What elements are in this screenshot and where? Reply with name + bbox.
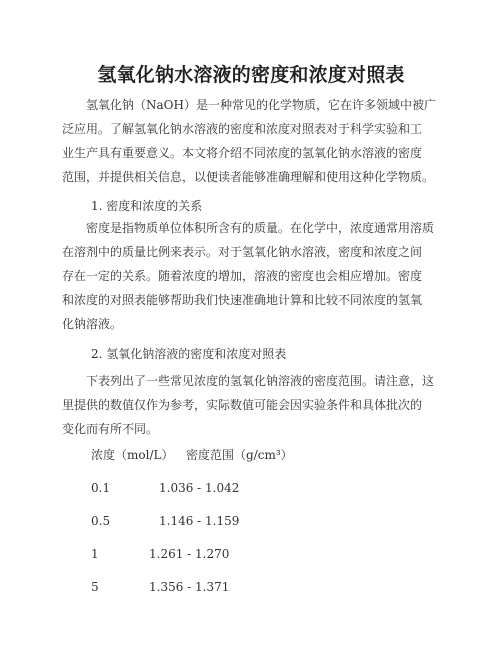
intro-line: 业生产具有重要意义。本文将介绍不同浓度的氢氧化钠水溶液的密度 xyxy=(62,146,423,160)
section1-heading: 1. 密度和浓度的关系 xyxy=(91,199,203,213)
cell-density: 1.261 - 1.270 xyxy=(149,547,230,561)
section2-line: 里提供的数值仅作为参考，实际数值可能会因实验条件和具体批次的 xyxy=(62,398,423,412)
table-row xyxy=(91,478,391,498)
cell-concentration: 5 xyxy=(91,580,99,594)
intro-paragraph xyxy=(62,93,447,189)
table-row xyxy=(91,577,391,597)
cell-concentration: 0.1 xyxy=(91,481,111,495)
header-concentration: 浓度（mol/L） xyxy=(91,448,174,462)
section1-line: 化钠溶液。 xyxy=(62,317,123,331)
intro-line: 氢氧化钠（NaOH）是一种常见的化学物质，它在许多领域中被广 xyxy=(62,98,436,112)
cell-concentration: 1 xyxy=(91,547,99,561)
table-row xyxy=(91,544,391,564)
cell-density: 1.356 - 1.371 xyxy=(149,580,230,594)
header-density: 密度范围（g/cm³） xyxy=(186,448,293,462)
section1-line: 密度是指物质单位体积所含有的质量。在化学中，浓度通常用溶质 xyxy=(62,221,435,235)
document-title: 氢氧化钠水溶液的密度和浓度对照表 xyxy=(97,64,405,86)
section2-paragraph xyxy=(62,369,447,441)
section1-line: 存在一定的关系。随着浓度的增加，溶液的密度也会相应增加。密度 xyxy=(62,269,423,283)
intro-line: 范围，并提供相关信息，以便读者能够准确理解和使用这种化学物质。 xyxy=(62,170,435,184)
cell-density: 1.036 - 1.042 xyxy=(159,481,240,495)
intro-line: 泛应用。了解氢氧化钠水溶液的密度和浓度对照表对于科学实验和工 xyxy=(62,122,423,136)
section1-paragraph xyxy=(62,216,447,336)
section2-line: 下表列出了一些常见浓度的氢氧化钠溶液的密度范围。请注意，这 xyxy=(62,374,435,388)
section2-line: 变化而有所不同。 xyxy=(62,422,159,436)
table-header-row xyxy=(91,445,391,465)
cell-density: 1.146 - 1.159 xyxy=(159,514,240,528)
section1-line: 在溶剂中的质量比例来表示。对于氢氧化钠水溶液，密度和浓度之间 xyxy=(62,245,423,259)
section1-line: 和浓度的对照表能够帮助我们快速准确地计算和比较不同浓度的氢氧 xyxy=(62,293,423,307)
table-row xyxy=(91,511,391,531)
cell-concentration: 0.5 xyxy=(91,514,111,528)
section2-heading: 2. 氢氧化钠溶液的密度和浓度对照表 xyxy=(91,347,287,361)
